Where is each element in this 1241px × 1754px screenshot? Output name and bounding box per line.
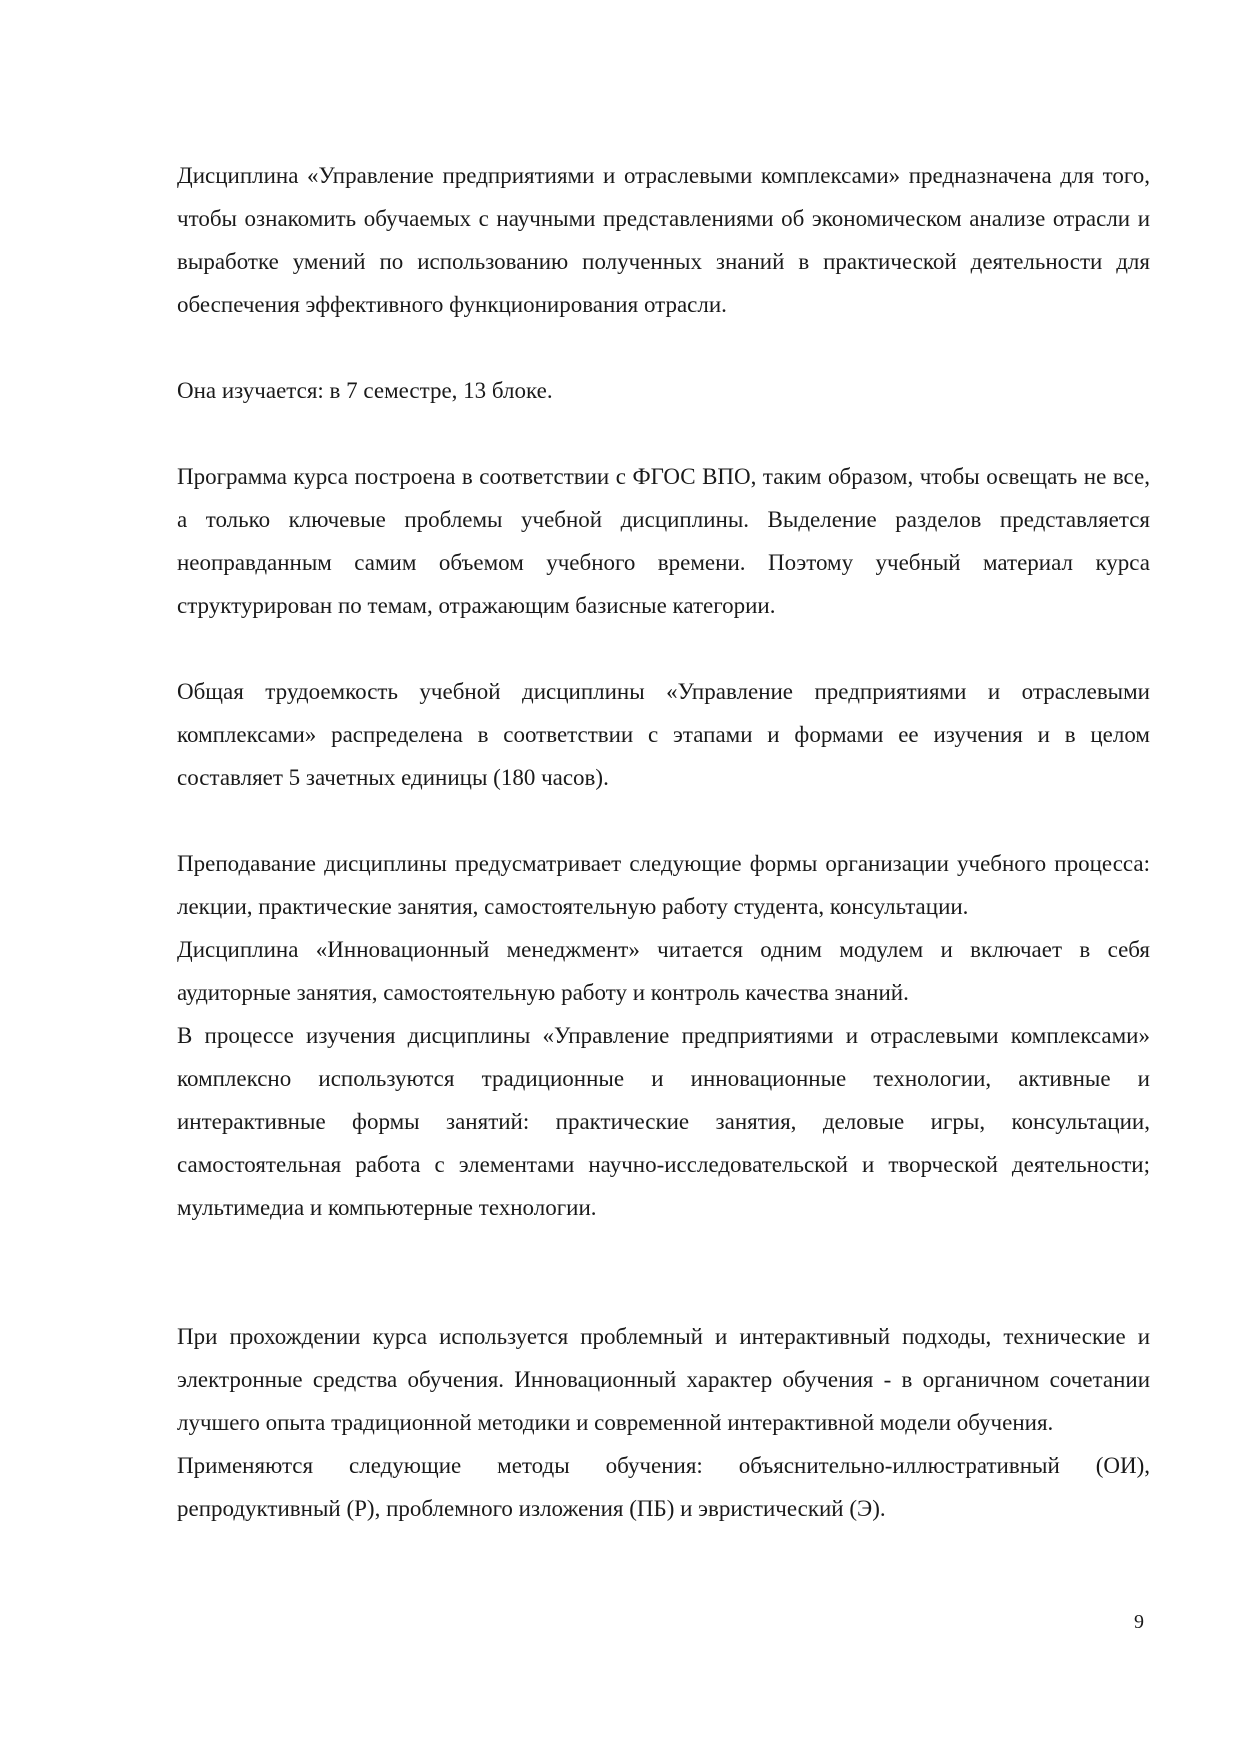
paragraph-text: Дисциплина «Инновационный менеджмент» читается одним модулем и включает в себя аудиторные занятия, самостоятельную работу и контроль качества знаний. [177, 937, 1150, 1005]
paragraph-study-period [177, 369, 1150, 412]
paragraph-teaching-forms [177, 842, 1150, 1229]
paragraph-text: Программа курса построена в соответствии с ФГОС ВПО, таким образом, чтобы освещать не все, а только ключевые проблемы учебной дисциплины. Выделение разделов представляется неоправданным самим объемом учебного времени. Поэтому учебный материал курса структурирован по темам, отражающим базисные категории. [177, 464, 1150, 618]
paragraph-teaching-methods [177, 1315, 1150, 1530]
paragraph-text: В процессе изучения дисциплины «Управление предприятиями и отраслевыми комплексами» комплексно используются традиционные и инновационные технологии, активные и интерактивные формы занятий: практические занятия, деловые игры, консультации, самостоятельная работа с элементами научно-исследовательской и творческой деятельности; мультимедиа и компьютерные технологии. [177, 1023, 1150, 1220]
page-number: 9 [1134, 1611, 1144, 1633]
paragraph-workload [177, 670, 1150, 799]
paragraph-course-purpose [177, 154, 1150, 326]
paragraph-text: Преподавание дисциплины предусматривает следующие формы организации учебного процесса: лекции, практические занятия, самостоятельную работу студента, консультации. [177, 851, 1150, 919]
paragraph-text: Дисциплина «Управление предприятиями и отраслевыми комплексами» предназначена для того, чтобы ознакомить обучаемых с научными представлениями об экономическом анализе отрасли и выработке умений по использованию полученных знаний в практической деятельности для обеспечения эффективного функционирования отрасли. [177, 163, 1150, 317]
paragraph-text: Общая трудоемкость учебной дисциплины «Управление предприятиями и отраслевыми комплексами» распределена в соответствии с этапами и формами ее изучения и в целом составляет 5 зачетных единицы (180 часов). [177, 679, 1150, 790]
paragraph-text: Применяются следующие методы обучения: объяснительно-иллюстративный (ОИ), репродуктивный (Р), проблемного изложения (ПБ) и эвристический (Э). [177, 1453, 1150, 1521]
paragraph-text: При прохождении курса используется проблемный и интерактивный подходы, технические и электронные средства обучения. Инновационный характер обучения - в органичном сочетании лучшего опыта традиционной методики и современной интерактивной модели обучения. [177, 1324, 1150, 1435]
paragraph-program-structure [177, 455, 1150, 627]
paragraph-text: Она изучается: в 7 семестре, 13 блоке. [177, 378, 553, 403]
